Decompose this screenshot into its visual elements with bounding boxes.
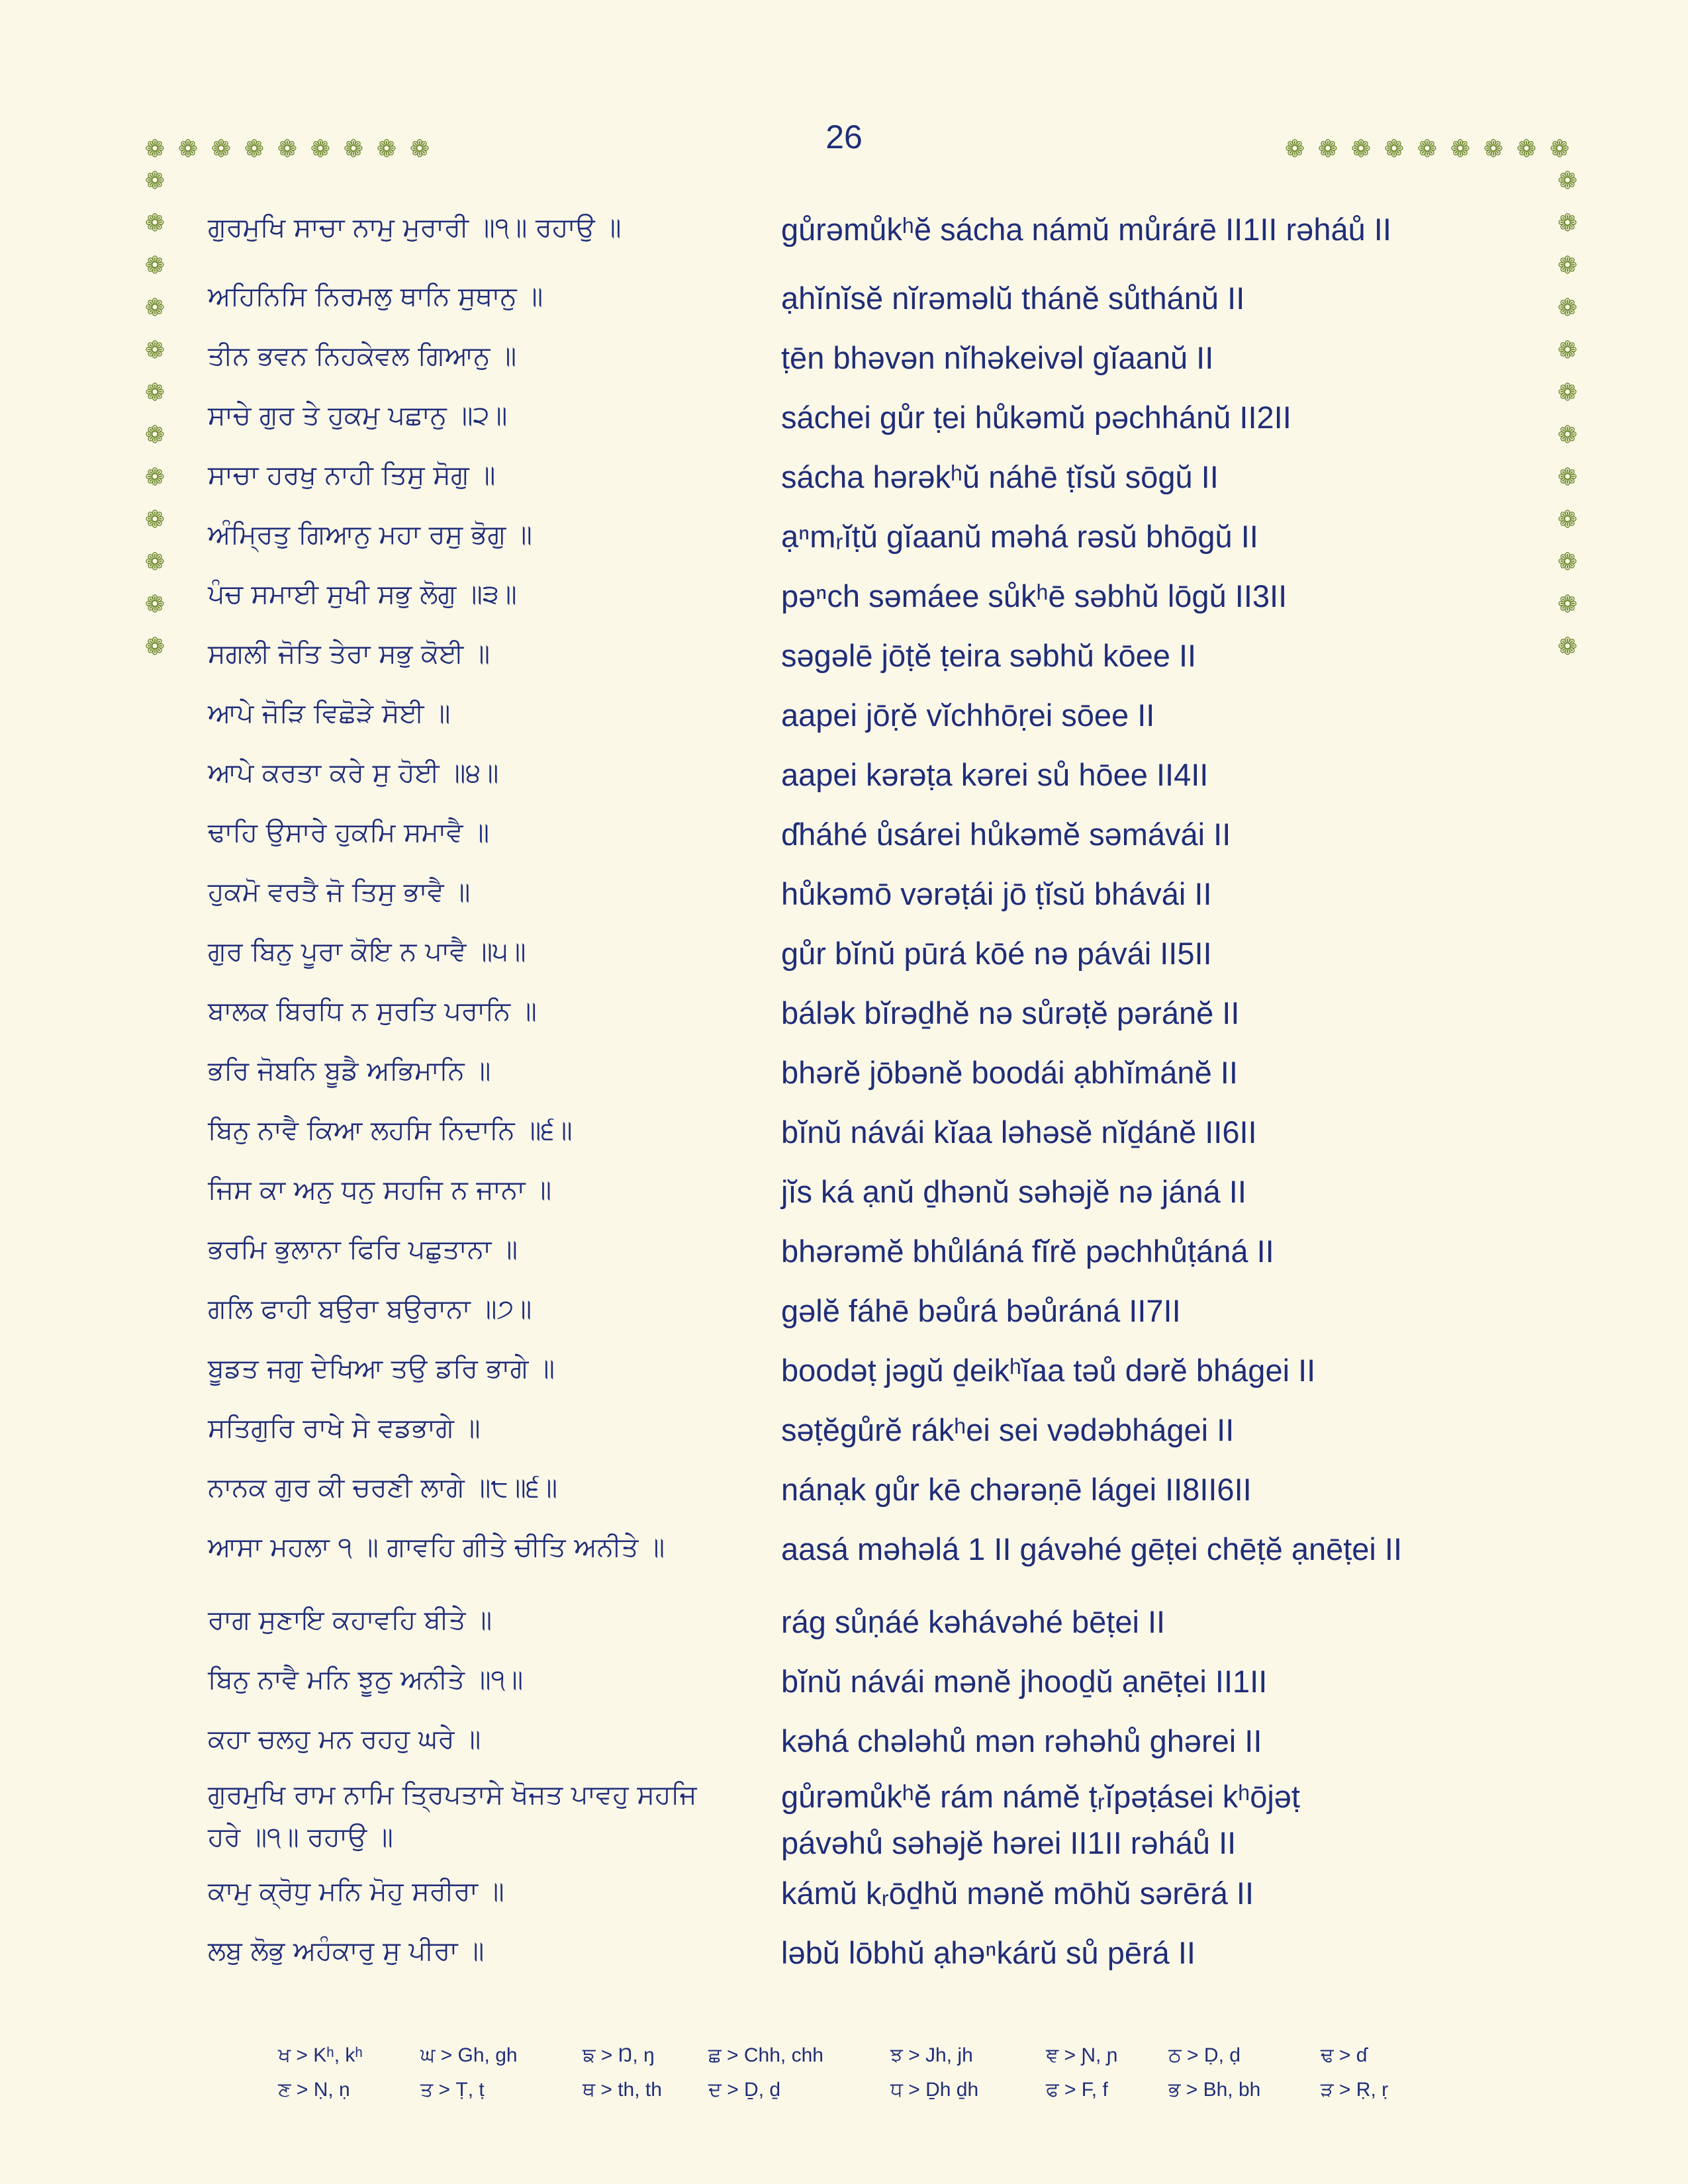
flower-ornament-icon: ❁ xyxy=(1483,136,1504,163)
gurmukhi-text: ਢਾਹਿ ਉਸਾਰੇ ਹੁਕਮਿ ਸਮਾਵੈ ॥ xyxy=(208,817,490,848)
flower-ornament-icon: ❁ xyxy=(144,136,165,163)
gurmukhi-text: ਆਸਾ ਮਹਲਾ ੧ ॥ ਗਾਵਹਿ ਗੀਤੇ ਚੀਤਿ ਅਨੀਤੇ ॥ xyxy=(208,1532,665,1563)
transliteration-text: pəⁿch səmáee sůkʰē səbhŭ lōgŭ II3II xyxy=(781,578,1288,614)
legend-entry: ਧ > Ḏh ḏh xyxy=(890,2079,979,2101)
gurmukhi-text: ਹੁਕਮੋ ਵਰਤੈ ਜੋ ਤਿਸੁ ਭਾਵੈ ॥ xyxy=(208,877,471,907)
legend-entry: ਦ > Ḏ, ḏ xyxy=(708,2079,781,2101)
flower-ornament-icon: ❁ xyxy=(1557,295,1578,322)
flower-ornament-icon: ❁ xyxy=(244,136,265,163)
legend-entry: ਫ > F, f xyxy=(1046,2079,1108,2101)
flower-ornament-icon: ❁ xyxy=(310,136,331,163)
gurmukhi-text: ਜਿਸ ਕਾ ਅਨੁ ਧਨੁ ਸਹਜਿ ਨ ਜਾਨਾ ॥ xyxy=(208,1175,552,1205)
flower-ornament-icon: ❁ xyxy=(144,379,165,406)
transliteration-text: bhərəmĕ bhůláná fĭrĕ pəchhůṭáná II xyxy=(781,1234,1274,1269)
flower-ornament-icon: ❁ xyxy=(1284,136,1305,163)
flower-ornament-icon: ❁ xyxy=(1557,464,1578,491)
transliteration-text: aapei kərəṭa kərei sů hōee II4II xyxy=(781,757,1209,792)
gurmukhi-text: ਗੁਰਮੁਖਿ ਰਾਮ ਨਾਮਿ ਤ੍ਰਿਪਤਾਸੇ ਖੋਜਤ ਪਾਵਹੁ ਸਹਜਿ xyxy=(208,1780,697,1810)
legend-entry: ਠ > Ḍ, ḍ xyxy=(1168,2044,1241,2066)
flower-ornament-icon: ❁ xyxy=(144,295,165,322)
gurmukhi-text-continued: ਹਰੇ ॥੧॥ ਰਹਾਉ ॥ xyxy=(208,1822,393,1852)
legend-entry: ਝ > Jh, jh xyxy=(890,2044,973,2066)
flower-ornament-icon: ❁ xyxy=(144,506,165,533)
gurmukhi-text: ਰਾਗ ਸੁਣਾਇ ਕਹਾਵਹਿ ਬੀਤੇ ॥ xyxy=(208,1605,492,1635)
gurmukhi-text: ਬੂਡਤ ਜਗੁ ਦੇਖਿਆ ਤਉ ਡਰਿ ਭਾਗੇ ॥ xyxy=(208,1353,555,1384)
flower-ornament-icon: ❁ xyxy=(1350,136,1372,163)
flower-ornament-icon: ❁ xyxy=(1557,379,1578,406)
transliteration-text: gəlĕ fáhē bəůrá bəůráná II7II xyxy=(781,1293,1181,1328)
flower-ornament-icon: ❁ xyxy=(1516,136,1537,163)
gurmukhi-text: ਆਪੇ ਜੋੜਿ ਵਿਛੋੜੇ ਸੋਈ ॥ xyxy=(208,698,451,729)
gurmukhi-text: ਤੀਨ ਭਵਨ ਨਿਹਕੇਵਲ ਗਿਆਨੁ ॥ xyxy=(208,341,517,371)
transliteration-text: bĭnŭ návái mənĕ jhooḏŭ ạnēṭei II1II xyxy=(781,1664,1268,1699)
flower-ornament-icon: ❁ xyxy=(376,136,397,163)
flower-ornament-icon: ❁ xyxy=(343,136,364,163)
flower-ornament-icon: ❁ xyxy=(1557,506,1578,533)
flower-ornament-icon: ❁ xyxy=(144,549,165,576)
flower-ornament-icon: ❁ xyxy=(1557,422,1578,449)
transliteration-text: səgəlē jōṭĕ ṭeira səbhŭ kōee II xyxy=(781,638,1197,673)
flower-ornament-icon: ❁ xyxy=(1557,210,1578,237)
gurmukhi-text: ਕਾਮੁ ਕ੍ਰੋਧੁ ਮਨਿ ਮੋਹੁ ਸਰੀਰਾ ॥ xyxy=(208,1876,504,1907)
flower-ornament-icon: ❁ xyxy=(1383,136,1405,163)
flower-ornament-icon: ❁ xyxy=(1557,591,1578,618)
flower-ornament-icon: ❁ xyxy=(144,591,165,618)
flower-ornament-icon: ❁ xyxy=(211,136,232,163)
transliteration-text: ạⁿmᵣĭṭŭ gĭaanŭ məhá rəsŭ bhōgŭ II xyxy=(781,519,1258,554)
transliteration-text: rág sůṇáé kəhávəhé bēṭei II xyxy=(781,1604,1166,1639)
flower-ornament-icon: ❁ xyxy=(144,210,165,237)
flower-ornament-icon: ❁ xyxy=(1549,136,1570,163)
legend-entry: ਤ > Ṭ, ṭ xyxy=(420,2079,485,2101)
transliteration-text: bálək bĭrəḏhĕ nə sůrəṭĕ pəránĕ II xyxy=(781,995,1240,1030)
transliteration-text: gůrəmůkʰĕ rám námĕ ṭᵣĭpəṭásei kʰōjəṭ xyxy=(781,1779,1300,1814)
gurmukhi-text: ਭਰਿ ਜੋਬਨਿ ਬੂਡੈ ਅਭਿਮਾਨਿ ॥ xyxy=(208,1056,491,1086)
flower-ornament-icon: ❁ xyxy=(144,422,165,449)
gurmukhi-text: ਅਹਿਨਿਸਿ ਨਿਰਮਲੁ ਥਾਨਿ ਸੁਥਾਨੁ ॥ xyxy=(208,281,543,312)
transliteration-text: boodəṭ jəgŭ ḏeikʰĭaa təů dərĕ bhágei II xyxy=(781,1353,1316,1388)
transliteration-text: kəhá chələhů mən rəhəhů ghərei II xyxy=(781,1723,1262,1758)
transliteration-text: nánạk gůr kē chərəṇē lágei II8II6II xyxy=(781,1472,1252,1507)
flower-ornament-icon: ❁ xyxy=(1317,136,1338,163)
gurmukhi-text: ਗੁਰ ਬਿਨੁ ਪੂਰਾ ਕੋਇ ਨ ਪਾਵੈ ॥੫॥ xyxy=(208,936,526,967)
transliteration-text: jĭs ká ạnŭ ḏhənŭ səhəjĕ nə jáná II xyxy=(781,1174,1246,1209)
flower-ornament-icon: ❁ xyxy=(277,136,298,163)
legend-entry: ਥ > th, th xyxy=(583,2079,662,2101)
flower-ornament-icon: ❁ xyxy=(1557,252,1578,279)
gurmukhi-text: ਸਤਿਗੁਰਿ ਰਾਖੇ ਸੇ ਵਡਭਾਗੇ ॥ xyxy=(208,1413,481,1443)
transliteration-text: sácha hərəkʰŭ náhē ṭĭsŭ sōgŭ II xyxy=(781,459,1219,494)
transliteration-text: sáchei gůr ṭei hůkəmŭ pəchhánŭ II2II xyxy=(781,400,1291,435)
flower-ornament-icon: ❁ xyxy=(177,136,199,163)
transliteration-text: ɗháhé ůsárei hůkəmĕ səmávái II xyxy=(781,817,1231,852)
legend-entry: ਢ > ɗ xyxy=(1321,2044,1368,2066)
flower-ornament-icon: ❁ xyxy=(1557,337,1578,364)
transliteration-text: kámŭ kᵣōḏhŭ mənĕ mōhŭ sərērá II xyxy=(781,1876,1254,1911)
transliteration-text-continued: pávəhů səhəjĕ hərei II1II rəháů II xyxy=(781,1825,1237,1860)
transliteration-legend xyxy=(278,2038,1456,2111)
gurmukhi-text: ਬਾਲਕ ਬਿਰਧਿ ਨ ਸੁਰਤਿ ਪਰਾਨਿ ॥ xyxy=(208,996,537,1026)
gurmukhi-text: ਅੰਮ੍ਰਿਤੁ ਗਿਆਨੁ ਮਹਾ ਰਸੁ ਭੋਗੁ ॥ xyxy=(208,520,532,550)
flower-ornament-icon: ❁ xyxy=(1417,136,1438,163)
transliteration-text: bĭnŭ návái kĭaa ləhəsĕ nĭḏánĕ II6II xyxy=(781,1115,1257,1150)
flower-ornament-icon: ❁ xyxy=(144,464,165,491)
legend-entry: ਖ > Kʰ, kʰ xyxy=(278,2044,363,2066)
flower-ornament-icon: ❁ xyxy=(1557,633,1578,660)
page-number: 26 xyxy=(825,118,863,156)
legend-entry: ਘ > Gh, gh xyxy=(420,2044,518,2066)
gurmukhi-text: ਪੰਚ ਸਮਾਈ ਸੁਖੀ ਸਭੁ ਲੋਗੁ ॥੩॥ xyxy=(208,579,517,610)
transliteration-text: gůr bĭnŭ pūrá kōé nə pávái II5II xyxy=(781,936,1212,971)
gurmukhi-text: ਗਲਿ ਫਾਹੀ ਬਉਰਾ ਬਉਰਾਨਾ ॥੭॥ xyxy=(208,1294,532,1324)
legend-entry: ਙ > Ŋ, ŋ xyxy=(583,2044,655,2066)
transliteration-text: ạhĭnĭsĕ nĭrəməlŭ thánĕ sůthánŭ II xyxy=(781,281,1245,316)
gurmukhi-text: ਕਹਾ ਚਲਹੁ ਮਨ ਰਹਹੁ ਘਰੇ ॥ xyxy=(208,1724,481,1754)
transliteration-text: aapei jōṛĕ vĭchhōṛei sōee II xyxy=(781,698,1155,733)
gurmukhi-text: ਭਰਮਿ ਭੁਲਾਨਾ ਫਿਰਿ ਪਛੁਤਾਨਾ ॥ xyxy=(208,1234,518,1265)
transliteration-text: aasá məhəlá 1 II gávəhé gēṭei chēṭĕ ạnēṭei II xyxy=(781,1531,1403,1567)
legend-entry: ਭ > Bh, bh xyxy=(1168,2079,1261,2101)
flower-ornament-icon: ❁ xyxy=(409,136,430,163)
gurmukhi-text: ਸਾਚਾ ਹਰਖੁ ਨਾਹੀ ਤਿਸੁ ਸੋਗੁ ॥ xyxy=(208,460,496,490)
flower-ornament-icon: ❁ xyxy=(1450,136,1471,163)
gurmukhi-text: ਸਾਚੇ ਗੁਰ ਤੇ ਹੁਕਮੁ ਪਛਾਨੁ ॥੨॥ xyxy=(208,400,508,431)
gurmukhi-text: ਸਗਲੀ ਜੋਤਿ ਤੇਰਾ ਸਭੁ ਕੋਈ ॥ xyxy=(208,639,491,669)
flower-ornament-icon: ❁ xyxy=(1557,549,1578,576)
gurmukhi-text: ਬਿਨੁ ਨਾਵੈ ਮਨਿ ਝੂਠੁ ਅਨੀਤੇ ॥੧॥ xyxy=(208,1664,524,1695)
legend-entry: ੜ > Ṛ, ṛ xyxy=(1321,2079,1389,2101)
transliteration-text: hůkəmō vərəṭái jō ṭĭsŭ bhávái II xyxy=(781,876,1212,911)
gurmukhi-text: ਬਿਨੁ ਨਾਵੈ ਕਿਆ ਲਹਸਿ ਨਿਦਾਨਿ ॥੬॥ xyxy=(208,1115,573,1146)
legend-entry: ਞ > Ɲ, ɲ xyxy=(1046,2044,1118,2066)
gurmukhi-text: ਗੁਰਮੁਖਿ ਸਾਚਾ ਨਾਮੁ ਮੁਰਾਰੀ ॥੧॥ ਰਹਾਉ ॥ xyxy=(208,212,622,243)
legend-entry: ਣ > Ṇ, ṇ xyxy=(278,2079,350,2101)
transliteration-text: səṭĕgůrĕ rákʰei sei vədəbhágei II xyxy=(781,1412,1235,1447)
transliteration-text: bhərĕ jōbənĕ boodái ạbhĭmánĕ II xyxy=(781,1055,1238,1090)
flower-ornament-icon: ❁ xyxy=(144,167,165,195)
gurmukhi-text: ਨਾਨਕ ਗੁਰ ਕੀ ਚਰਣੀ ਲਾਗੇ ॥੮॥੬॥ xyxy=(208,1473,558,1503)
flower-ornament-icon: ❁ xyxy=(144,252,165,279)
flower-ornament-icon: ❁ xyxy=(1557,167,1578,195)
flower-ornament-icon: ❁ xyxy=(144,337,165,364)
flower-ornament-icon: ❁ xyxy=(144,633,165,660)
legend-entry: ਛ > Chh, chh xyxy=(708,2044,823,2066)
transliteration-text: ṭēn bhəvən nĭhəkeivəl gĭaanŭ II xyxy=(781,340,1214,375)
gurmukhi-text: ਲਬੁ ਲੋਭੁ ਅਹੰਕਾਰੁ ਸੁ ਪੀਰਾ ॥ xyxy=(208,1936,485,1966)
gurmukhi-text: ਆਪੇ ਕਰਤਾ ਕਰੇ ਸੁ ਹੋਈ ॥੪॥ xyxy=(208,758,499,788)
transliteration-text: ləbŭ lōbhŭ ạhəⁿkárŭ sů pērá II xyxy=(781,1935,1196,1970)
transliteration-text: gůrəmůkʰĕ sácha námŭ můrárē II1II rəháů II xyxy=(781,212,1391,247)
